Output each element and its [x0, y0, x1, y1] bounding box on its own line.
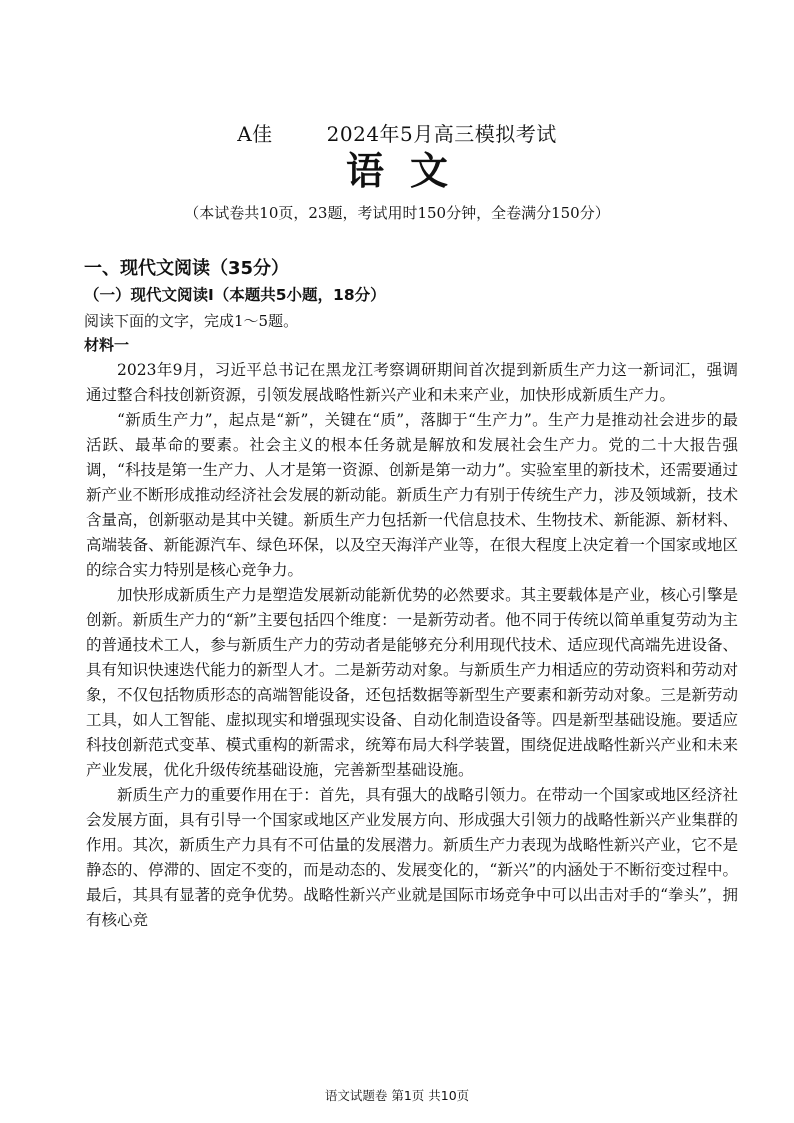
- paragraph: 加快形成新质生产力是塑造发展新动能新优势的必然要求。其主要载体是产业，核心引擎是创新。新质生产力的“新”主要包括四个维度：一是新劳动者。他不同于传统以简单重复劳动为主的普通技术工人，参与新质生产力的劳动者是能够充分利用现代技术、适应现代高端先进设备、具有知识快速迭代能力的新型人才。二是新劳动对象。与新质生产力相适应的劳动资料和劳动对象，不仅包括物质形态的高端智能设备，还包括数据等新型生产要素和新劳动对象。三是新劳动工具，如人工智能、虚拟现实和增强现实设备、自动化制造设备等。四是新型基础设施。要适应科技创新范式变革、模式重构的新需求，统筹布局大科学装置，围绕促进战略性新兴产业和未来产业发展，优化升级传统基础设施，完善新型基础设施。: [86, 586, 738, 779]
- school-tag: A佳: [237, 122, 273, 146]
- exam-title: 2024年5月高三模拟考试: [326, 122, 557, 146]
- subject-title: 语文: [345, 148, 474, 193]
- reading-passage: [86, 358, 738, 933]
- page-footer: 语文试题卷 第1页 共10页: [324, 1088, 470, 1103]
- paragraph: 新质生产力的重要作用在于：首先，具有强大的战略引领力。在带动一个国家或地区经济社会发展方面，具有引导一个国家或地区产业发展方向、形成强大引领力的战略性新兴产业集群的作用。其次，新质生产力具有不可估量的发展潜力。新质生产力表现为战略性新兴产业，它不是静态的、停滞的、固定不变的，而是动态的、发展变化的，“新兴”的内涵处于不断衍变过程中。最后，其具有显著的竞争优势。战略性新兴产业就是国际市场竞争中可以出击对手的“拳头”，拥有核心竞: [86, 786, 738, 929]
- material-label: 材料一: [84, 336, 130, 354]
- reading-instruction: 阅读下面的文字，完成1～5题。: [84, 312, 299, 330]
- subsection-heading: （一）现代文阅读I（本题共5小题，18分）: [84, 286, 386, 304]
- paragraph: “新质生产力”，起点是“新”，关键在“质”，落脚于“生产力”。生产力是推动社会进步的最活跃、最革命的要素。社会主义的根本任务就是解放和发展社会生产力。党的二十大报告强调，“科技是第一生产力、人才是第一资源、创新是第一动力”。实验室里的新技术，还需要通过新产业不断形成推动经济社会发展的新动能。新质生产力有别于传统生产力，涉及领域新，技术含量高，创新驱动是其中关键。新质生产力包括新一代信息技术、生物技术、新能源、新材料、高端装备、新能源汽车、绿色环保，以及空天海洋产业等，在很大程度上决定着一个国家或地区的综合实力特别是核心竞争力。: [86, 411, 738, 579]
- section-heading: 一、现代文阅读（35分）: [84, 258, 290, 279]
- exam-info: （本试卷共10页，23题，考试用时150分钟，全卷满分150分）: [184, 204, 610, 222]
- paragraph: 2023年9月，习近平总书记在黑龙江考察调研期间首次提到新质生产力这一新词汇，强调通过整合科技创新资源，引领发展战略性新兴产业和未来产业，加快形成新质生产力。: [86, 361, 738, 404]
